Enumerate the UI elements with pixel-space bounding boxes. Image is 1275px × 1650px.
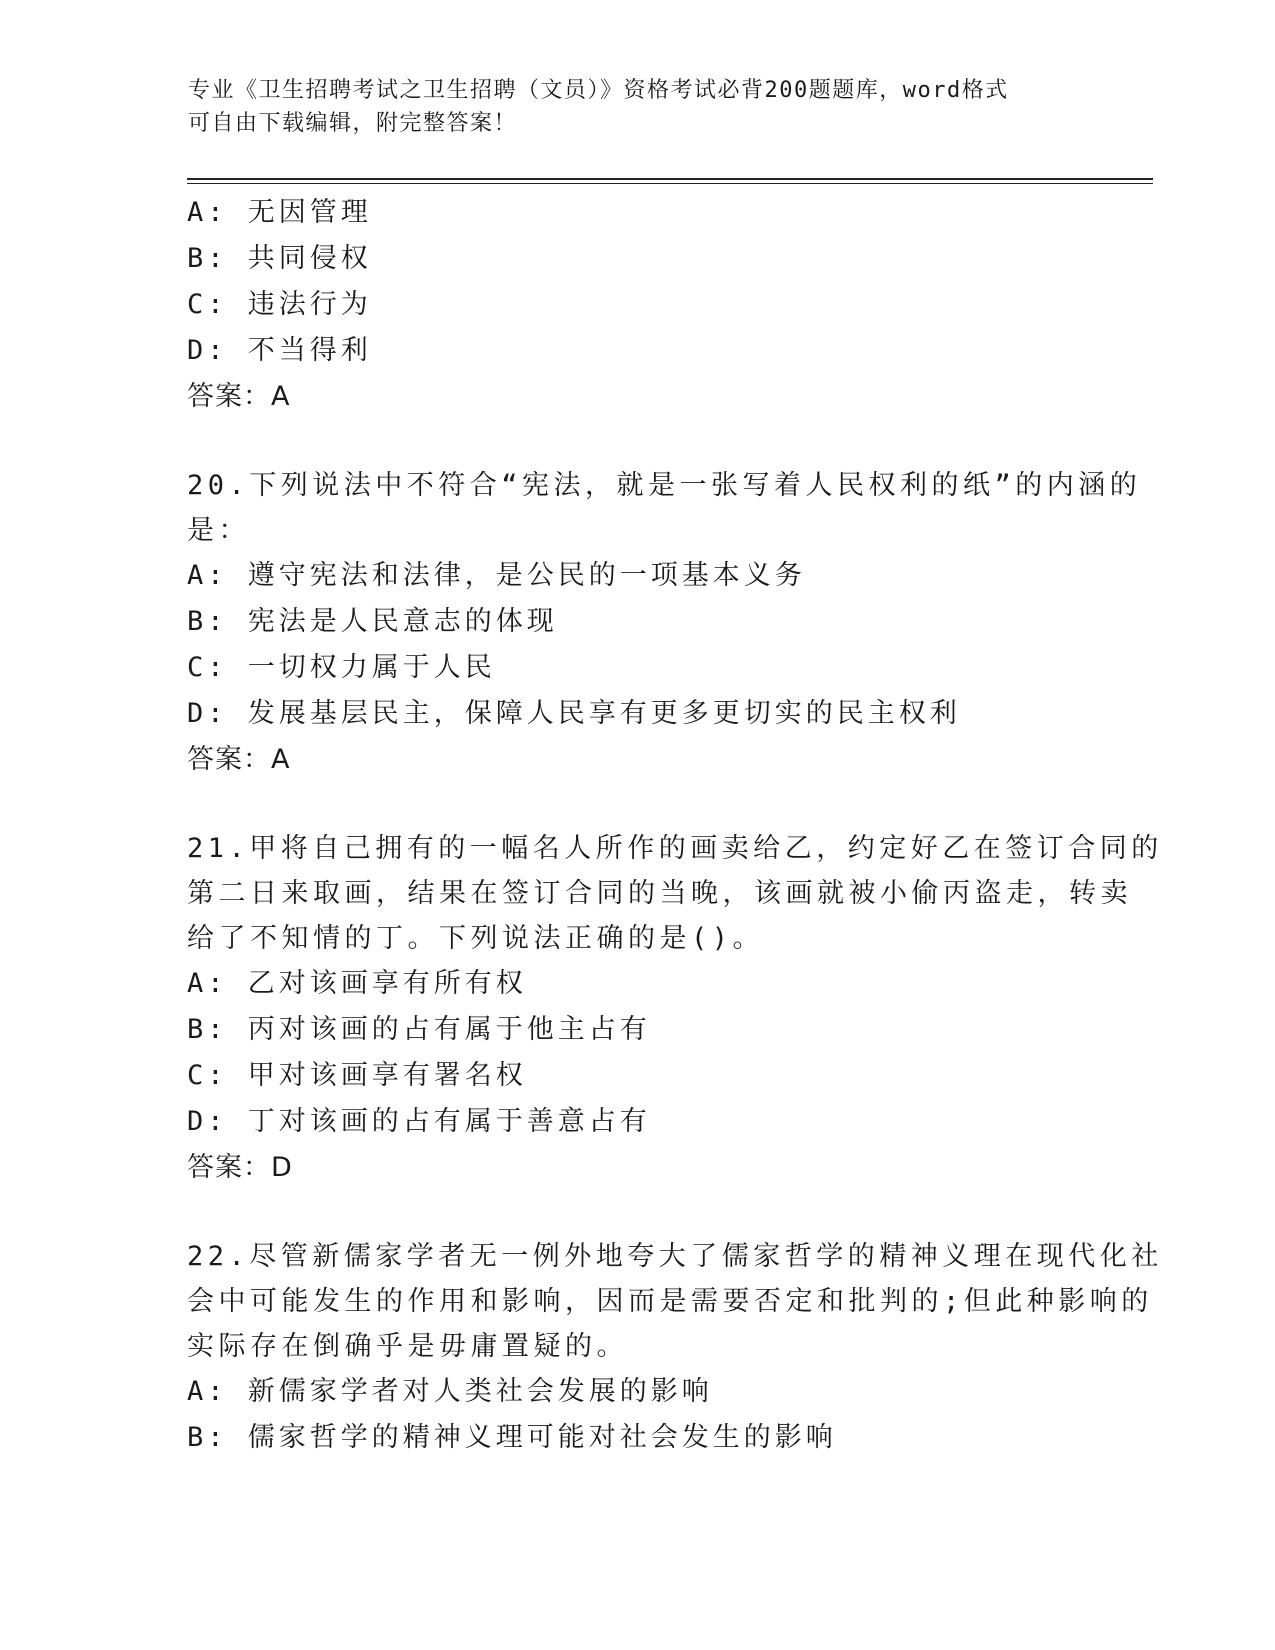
option-b: B: 共同侵权 <box>187 243 372 274</box>
header-divider-thin <box>187 183 1153 184</box>
option-d: D: 发展基层民主，保障人民享有更多更切实的民主权利 <box>187 698 961 729</box>
option-a: A: 无因管理 <box>187 197 372 228</box>
document-header <box>188 74 1068 140</box>
question-19 <box>187 190 1087 420</box>
question-stem-line: 是： <box>187 515 250 546</box>
question-stem-line: 第二日来取画，结果在签订合同的当晚，该画就被小偷丙盗走，转卖 <box>187 878 1132 909</box>
option-c: C: 甲对该画享有署名权 <box>187 1060 527 1091</box>
option-b: B: 丙对该画的占有属于他主占有 <box>187 1014 651 1045</box>
question-22 <box>187 1234 1163 1461</box>
question-stem-line: 20.下列说法中不符合“宪法，就是一张写着人民权利的纸”的内涵的 <box>187 470 1142 501</box>
header-title-line-1: 专业《卫生招聘考试之卫生招聘（文员）》资格考试必背200题题库，word格式 <box>188 78 1009 103</box>
question-20 <box>187 463 1142 783</box>
question-stem-line: 实际存在倒确乎是毋庸置疑的。 <box>187 1331 628 1362</box>
option-d: D: 不当得利 <box>187 335 372 366</box>
answer-line: 答案：D <box>187 1152 293 1183</box>
option-b: B: 宪法是人民意志的体现 <box>187 606 558 637</box>
question-list <box>187 190 1163 1461</box>
answer-line: 答案：A <box>187 381 291 412</box>
option-a: A: 遵守宪法和法律，是公民的一项基本义务 <box>187 560 806 591</box>
answer-line: 答案：A <box>187 744 291 775</box>
option-a: A: 新儒家学者对人类社会发展的影响 <box>187 1376 713 1407</box>
option-a: A: 乙对该画享有所有权 <box>187 968 527 999</box>
option-b: B: 儒家哲学的精神义理可能对社会发生的影响 <box>187 1422 837 1453</box>
header-title-line-2: 可自由下载编辑，附完整答案！ <box>188 111 518 136</box>
question-stem-line: 给了不知情的丁。下列说法正确的是()。 <box>187 923 765 954</box>
question-21 <box>187 826 1163 1191</box>
question-stem-line: 会中可能发生的作用和影响，因而是需要否定和批判的;但此种影响的 <box>187 1286 1153 1317</box>
option-c: C: 违法行为 <box>187 289 372 320</box>
option-d: D: 丁对该画的占有属于善意占有 <box>187 1106 651 1137</box>
question-stem-line: 22.尽管新儒家学者无一例外地夸大了儒家哲学的精神义理在现代化社 <box>187 1241 1163 1272</box>
option-c: C: 一切权力属于人民 <box>187 652 496 683</box>
question-stem-line: 21.甲将自己拥有的一幅名人所作的画卖给乙，约定好乙在签订合同的 <box>187 833 1163 864</box>
header-divider-thick <box>187 178 1153 180</box>
